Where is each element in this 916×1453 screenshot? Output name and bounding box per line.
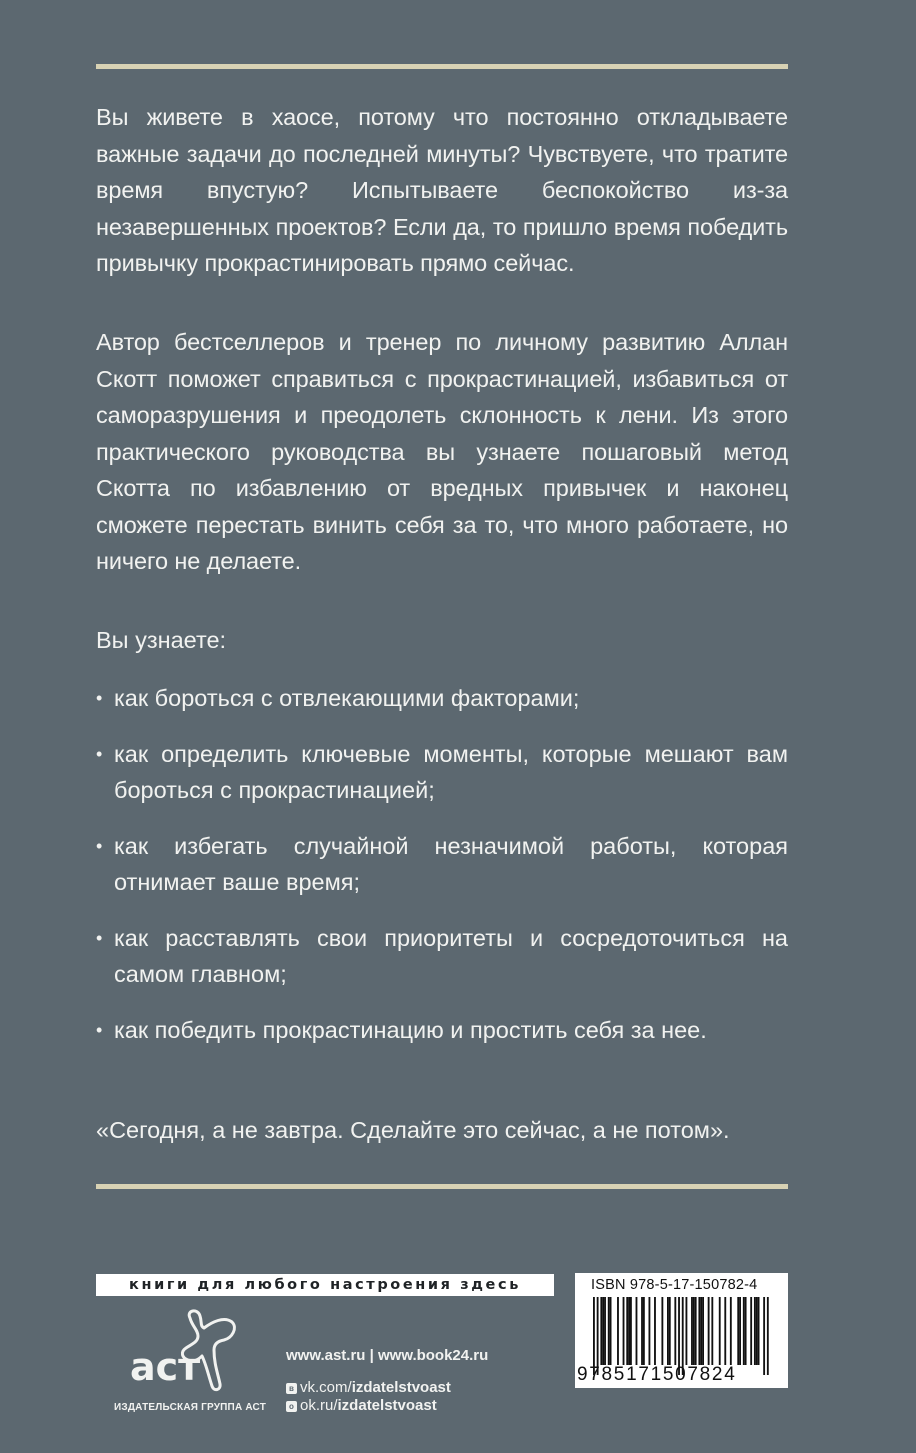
barcode-bar bbox=[698, 1297, 700, 1365]
barcode-bar bbox=[610, 1297, 612, 1365]
barcode-bar bbox=[628, 1297, 630, 1365]
barcode-bar bbox=[730, 1297, 732, 1365]
barcode-bar bbox=[667, 1297, 669, 1365]
website-links[interactable]: www.ast.ru | www.book24.ru bbox=[286, 1347, 489, 1364]
barcode-bar bbox=[737, 1297, 739, 1365]
barcode-bar bbox=[745, 1297, 747, 1365]
barcode-bar bbox=[617, 1297, 619, 1365]
barcode-bar bbox=[750, 1297, 752, 1365]
ast-logo bbox=[128, 1308, 238, 1405]
barcode-bar bbox=[604, 1297, 606, 1365]
list-item: • как расставлять свои приоритеты и сосредоточиться на самом главном; bbox=[96, 920, 788, 993]
bullet-icon: • bbox=[96, 927, 103, 948]
vk-icon: в bbox=[286, 1383, 297, 1394]
list-item: • как бороться с отвлекающими факторами; bbox=[96, 680, 788, 717]
barcode-bar bbox=[719, 1297, 721, 1365]
barcode-bar bbox=[686, 1297, 688, 1365]
isbn-barcode bbox=[575, 1273, 788, 1388]
barcode-bar bbox=[708, 1297, 710, 1365]
list-item: • как победить прокрастинацию и простить себя за нее. bbox=[96, 1012, 788, 1049]
ean-digits: 9785171507824 bbox=[577, 1364, 737, 1385]
barcode-bar bbox=[743, 1297, 745, 1365]
description-paragraph-1: Вы живете в хаосе, потому что постоянно откладываете важные задачи до последней минуты? Чувствуете, что тратите время впустую? Испытываете беспокойство из-за незавершенных проектов? Если да, то пришло время победить привычку прокрастинировать прямо сейчас. bbox=[96, 104, 788, 276]
barcode-bar bbox=[724, 1297, 726, 1365]
barcode-bar bbox=[608, 1297, 610, 1365]
vk-link[interactable]: в vk.com/izdatelstvoast bbox=[286, 1379, 451, 1396]
barcode-bar bbox=[693, 1297, 695, 1365]
list-item: • как избегать случайной незначимой работы, которая отнимает ваше время; bbox=[96, 828, 788, 901]
barcode-bar bbox=[695, 1297, 697, 1365]
description-paragraph-2: Автор бестселлеров и тренер по личному развитию Аллан Скотт поможет справиться с прокрастинацией, избавиться от саморазрушения и преодолеть склонность к лени. Из этого практического руководства вы узнаете пошаговый метод Скотта по избавлению от вредных привычек и наконец сможете перестать винить себя за то, что много работаете, но ничего не делаете. bbox=[96, 329, 788, 574]
closing-quote: «Сегодня, а не завтра. Сделайте это сейчас, а не потом». bbox=[96, 1117, 730, 1143]
bullet-icon: • bbox=[96, 743, 103, 764]
barcode-bar bbox=[661, 1297, 663, 1365]
barcode-bar bbox=[626, 1297, 628, 1365]
barcode-bar bbox=[641, 1297, 643, 1365]
barcode-bar bbox=[602, 1297, 604, 1365]
ok-link[interactable]: о ok.ru/izdatelstvoast bbox=[286, 1397, 437, 1414]
barcode-bar bbox=[691, 1297, 693, 1365]
barcode-bar bbox=[756, 1297, 758, 1365]
barcode-bar bbox=[643, 1297, 645, 1365]
barcode-bar bbox=[654, 1297, 656, 1365]
barcode-bar bbox=[649, 1297, 651, 1365]
isbn-number: ISBN 978-5-17-150782-4 bbox=[591, 1277, 758, 1293]
slogan-banner: книги для любого настроения здесь bbox=[96, 1274, 554, 1296]
barcode-bar bbox=[754, 1297, 756, 1365]
barcode-bar bbox=[674, 1297, 676, 1365]
bullet-icon: • bbox=[96, 1019, 103, 1040]
bullet-icon: • bbox=[96, 688, 103, 708]
barcode-bar bbox=[739, 1297, 741, 1365]
barcode-bar bbox=[700, 1297, 702, 1365]
benefits-list bbox=[96, 680, 788, 1067]
list-item: • как определить ключевые моменты, которые мешают вам бороться с прокрастинацией; bbox=[96, 736, 788, 809]
publisher-name: ИЗДАТЕЛЬСКАЯ ГРУППА АСТ bbox=[114, 1402, 267, 1413]
barcode-bar bbox=[623, 1297, 625, 1365]
barcode-bar bbox=[669, 1297, 671, 1365]
bottom-divider bbox=[96, 1184, 788, 1189]
barcode-bar bbox=[630, 1297, 632, 1365]
top-divider bbox=[96, 64, 788, 69]
barcode-bar bbox=[600, 1297, 602, 1365]
barcode-bar bbox=[758, 1297, 760, 1365]
barcode-bar bbox=[636, 1297, 638, 1365]
ast-logo-icon bbox=[128, 1308, 238, 1400]
barcode-bar bbox=[711, 1297, 713, 1365]
bullet-icon: • bbox=[96, 835, 103, 856]
ok-icon: о bbox=[286, 1401, 297, 1412]
barcode-bar bbox=[702, 1297, 704, 1365]
learn-heading: Вы узнаете: bbox=[96, 627, 227, 653]
logo-text: аст bbox=[130, 1345, 201, 1389]
